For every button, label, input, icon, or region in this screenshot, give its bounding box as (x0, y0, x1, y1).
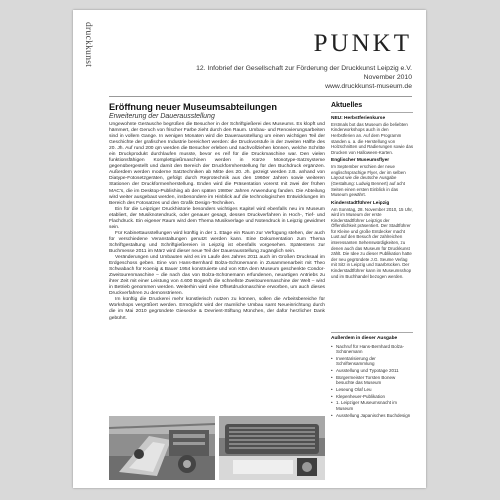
article-paragraph: Ungewohnte Geräusche begrüßen die Besucher in der Schriftgießerei des Museums. Es klopft und hämmert, der Geruch von frischer Farbe zieht durch den Raum. Umbau- und Renovierungsarbeiten sind in vollem Gange. In wenigen Monaten wird die Dauerausstellung um einen wichtigen Teil der Geschichte der grafischen Industrie bereichert werden: die Druckvorstufe in der zweiten Hälfte des 20. Jh. Auf rund 200 qm werden die Besucher erleben und nachvollziehen können, welche Schritte ein Druckprodukt durchlaufen musste, bevor es reif für die Druckmaschine war. Den vielen funktionsfähigen Komplettgießmaschinen werden in Kürze Monotype-Satzsysteme gegenübergestellt und damit den Bereich der Druckformherstellung für den Buchdruck ergänzen. Außerdem werden moderne Satztechniken ab Mitte des 20. Jh. gezeigt werden z.B. anhand von Diatype-Fotosetzgeräten, gefolgt durch Reprotechnik aus den 1960er Jahren sowie weiteren Stationen der Druckformenherstellung. Enden wird die Präsentation vorerst mit zwei der frühen MAC's, die im Desktop-Publishing ab den späten 1980er Jahren Anwendung fanden. Die Abteilung wird weiter ausgebaut werden, insbesondere im Hinblick auf die technologischen Entwicklungen im Bereich des Fotosatzes und den Grafik Design-Techniken. (109, 122, 325, 206)
newsletter-title: PUNKT (313, 30, 412, 57)
press-machine-image (109, 416, 215, 480)
list-item: • Klepenheuer-Publikation (331, 394, 413, 400)
news-item (331, 158, 413, 197)
article-paragraph: Veränderungen und Umbauten wird es im Laufe des Jahres 2011 auch im Großen Drucksaal im Erdgeschoss geben. Eine von Hans-Bernhard Bolza-Schünemann in Zusammenarbeit mit Theo Schwabach für Koenig & Bauer 1954 konstruierte und von KBA dem Museum geschenkte Condor-Zweitourenmaschine – die nach das von Bolza-Schünemann erfundenen, neuartigen Antriebs zu ihrer Zeit mit einer Leistung von 4.600 Bogen/h die schnellste Zweitourenmaschine der Welt – wird in Betrieb genommen werden. Weiterhin wird eine Offsetdruckmaschine erworben, um auch dieses Druckverfahren zu demonstrieren. (109, 255, 325, 297)
sidebar-divider (331, 332, 413, 333)
article-body (109, 122, 325, 322)
news-item-body: Im September erschien der neue englischsprachige Flyer, der im selben Layout wie die deutsche Ausgabe (Gestaltung: Ludwig Bennert) auf acht Seiten einen ersten Einblick in das Museum gewährt. (331, 164, 406, 198)
list-item: • Nachruf für Hans-Bernhard Bolza-Schünemann (331, 344, 413, 355)
druckkunst-logo (81, 18, 95, 88)
news-item-head: Englischer Museumsflyer (331, 158, 390, 164)
article-photos (109, 416, 325, 480)
article-subheadline: Erweiterung der Dauerausstellung (109, 113, 215, 120)
issue-contents-title: Außerdem in dieser Ausgabe (331, 336, 398, 341)
news-item-head: NEU: Herbstferienkurse (331, 116, 386, 121)
list-item: • Inventarisierung der Schriftensammlung (331, 356, 413, 367)
sidebar-issue-contents (331, 330, 413, 419)
list-item: • Leseung Olaf Leu (331, 387, 413, 393)
news-item-head: Kinderstadtführer Leipzig (331, 200, 390, 206)
news-item-body: Am Sonntag, 28. November 2010, 15 Uhr, wird im Museum der erste Kinderstadtführer Leipzigs der Öffentlichkeit präsentiert. Der Stadtführer für Kleine und große Entdecker macht Lust auf den Besuch der zahlreichen interessanten Sehenswürdigkeiten, zu denen auch das Museum für Druckkunst zählt. Die Idee zu dieser Publikation hatte der neu gegründete J.G. Seume Verlag mit Sitz in Leipzig und Saarbrücken. Der Kinderstadtführer kann im Museumsshop und im Buchhandel bezogen werden. (331, 206, 413, 279)
article-paragraph: Im künftig die Druckerei mehr künstlerisch nutzen zu können, sollen die Arbeitsbereiche für Workshops vergrößert werden. Ermöglicht wird der räumliche Umbau samt Neueinrichtung durch die im Mai 2010 gegründete Giesecke & Devrient-Stiftung München, der dafür herzlicher Dank gebührt. (109, 297, 325, 321)
list-item: • 1. Leipziger Museumsnacht im Museum (331, 400, 413, 411)
sidebar-title: Aktuelles (331, 102, 363, 109)
article-headline: Eröffnung neuer Museumsabteilungen (109, 102, 277, 112)
newsletter-subtitle (112, 64, 412, 91)
left-photo-machine (109, 416, 215, 480)
article-paragraph: Ein für die Leipziger Druckhistorie besonders wichtiges Kapitel wird ebenfalls neu im Museum etabliert, der Musiknotendruck, oder genauer gesagt, dessen Druckverfahren in Hoch-, Tief- und Flachdruck. Ein eigener Raum wird dem Thema Musikverlage und Notendruck in Leipzig gewidmet sein. (109, 206, 325, 230)
publisher-line: 12. Infobrief der Gesellschaft zur Förderung der Druckkunst Leipzig e.V. (196, 65, 412, 72)
issue-contents-list (331, 344, 413, 418)
news-item (331, 116, 413, 155)
article-paragraph: Für Kabinettausstellungen wird künftig in der 1. Etage ein Raum zur Verfügung stehen, der auch für verschiedene Veranstaltungen genutzt werden kann. Eine Dokumentation zum Thema Schriftgestaltung und Schriftgießereien in Leipzig ist ebenfalls vorgesehen. Spätestens zur Buchmesse 2011 im März wird dieser neue Teil der Dauerausstellung zugänglich sein. (109, 230, 325, 254)
list-item: • Ausstellung Japanisches Buchdesign (331, 413, 413, 419)
list-item: • Ausstellung und Typotage 2011 (331, 368, 413, 374)
issue-date: November 2010 (363, 74, 412, 81)
website-link[interactable]: www.druckkunst-museum.de (325, 83, 412, 90)
logo-text: druckkunst (83, 22, 93, 68)
header-divider (109, 96, 412, 97)
right-photo-machine (219, 416, 325, 480)
main-article (109, 102, 325, 322)
sidebar-divider (331, 112, 413, 113)
news-item (331, 201, 413, 280)
newsletter-page (73, 10, 426, 488)
news-item-body: Erstmals bot das Museum die beliebten Kinderworkshops auch in den Herbstferien an. Auf dem Programm standen u. a. die Herstellung von Holzschnitten und Radierungen sowie das Drucken von Halloween-Karten. (331, 121, 414, 155)
sidebar-news (331, 102, 413, 282)
typesetting-machine-image (219, 416, 325, 480)
list-item: • Bürgermeister Torsten Bonew besuchte das Museum (331, 375, 413, 386)
